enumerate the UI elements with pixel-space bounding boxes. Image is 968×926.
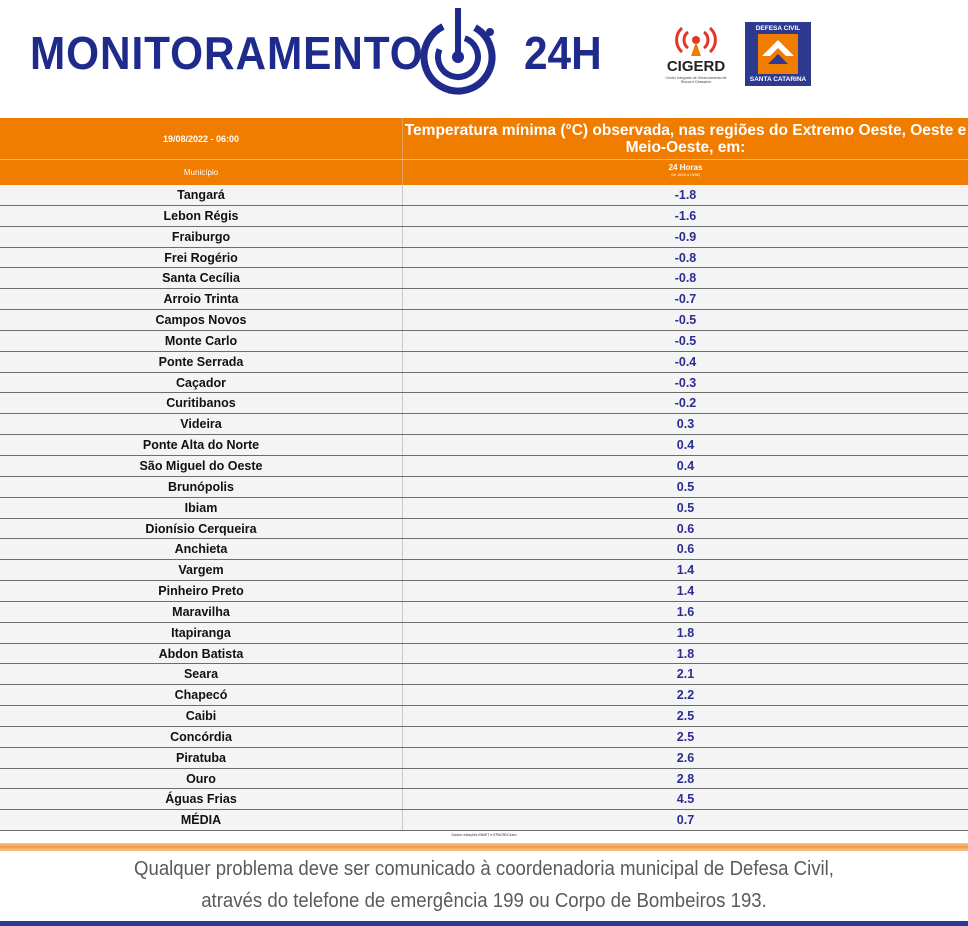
table-body	[0, 185, 968, 831]
table-row	[0, 748, 968, 769]
cell-municipio: Pinheiro Preto	[0, 581, 403, 601]
cell-temperature: 2.5	[676, 709, 695, 724]
column-header-period	[403, 160, 968, 185]
cell-temperature: 0.6	[676, 542, 695, 557]
table-row	[0, 456, 968, 477]
cell-temperature: -0.2	[674, 396, 697, 411]
cell-temperature: -1.6	[674, 208, 697, 223]
cell-temperature: -0.3	[674, 375, 697, 390]
defesa-civil-logo	[745, 22, 811, 86]
cell-municipio: Ponte Alta do Norte	[0, 435, 403, 455]
cell-municipio: Curitibanos	[0, 393, 403, 413]
brand-title: MONITORAMENTO	[30, 27, 424, 79]
cell-temperature: -1.8	[674, 188, 697, 202]
defesa-emblem-icon	[758, 34, 798, 74]
cigerd-subtitle: Centro Integrado de Gerenciamento de Riscos e Desastres	[665, 76, 727, 84]
footer-line-2: através do telefone de emergência 199 ou Corpo de Bombeiros 193.	[201, 890, 767, 912]
cell-municipio: Ibiam	[0, 498, 403, 518]
cell-municipio: Videira	[0, 414, 403, 434]
footer-notice	[0, 851, 968, 921]
brand-24h: 24H	[524, 27, 602, 79]
table-row	[0, 227, 968, 248]
table-title: Temperatura mínima (°C) observada, nas regiões do Extremo Oeste, Oeste e Meio-Oeste, em:	[404, 122, 967, 156]
table-row	[0, 623, 968, 644]
cell-temperature: -0.5	[674, 333, 697, 348]
table-row	[0, 393, 968, 414]
cell-temperature: 1.4	[676, 584, 695, 599]
table-row	[0, 644, 968, 665]
table-row	[0, 352, 968, 373]
table-column-header-row	[0, 159, 968, 185]
cell-temperature: 0.4	[676, 458, 695, 473]
cell-municipio: Chapecó	[0, 685, 403, 705]
footer-divider	[0, 843, 968, 851]
cell-municipio: Ponte Serrada	[0, 352, 403, 372]
table-row	[0, 206, 968, 227]
cell-temperature: 2.5	[676, 729, 695, 744]
table-source: Dados: estações INMET e EPAGRI/Ciram	[451, 833, 517, 838]
footer-line-1: Qualquer problema deve ser comunicado à coordenadoria municipal de Defesa Civil,	[134, 858, 834, 880]
cell-municipio: Seara	[0, 664, 403, 684]
cell-temperature: 1.8	[676, 646, 695, 661]
table-row	[0, 268, 968, 289]
table-row	[0, 185, 968, 206]
cell-municipio: Vargem	[0, 560, 403, 580]
cell-temperature: 2.2	[676, 688, 695, 703]
table-row	[0, 435, 968, 456]
cell-temperature: -0.8	[674, 250, 697, 265]
table-date: 19/08/2022 - 06:00	[0, 118, 403, 159]
signal-icon	[660, 22, 732, 58]
defesa-bottom-text: SANTA CATARINA	[749, 76, 807, 83]
table-row	[0, 539, 968, 560]
table-row	[0, 769, 968, 790]
table-row	[0, 789, 968, 810]
table-row	[0, 477, 968, 498]
cell-municipio: Concórdia	[0, 727, 403, 747]
cell-municipio: Piratuba	[0, 748, 403, 768]
radar-icon	[410, 2, 516, 102]
cell-municipio: Maravilha	[0, 602, 403, 622]
cell-municipio: MÉDIA	[0, 810, 403, 830]
table-row	[0, 810, 968, 831]
cell-temperature: 0.5	[676, 500, 695, 515]
table-row	[0, 727, 968, 748]
cell-municipio: São Miguel do Oeste	[0, 456, 403, 476]
cell-temperature: 1.8	[676, 625, 695, 640]
cell-municipio: Frei Rogério	[0, 248, 403, 268]
table-row	[0, 248, 968, 269]
cell-municipio: Santa Cecília	[0, 268, 403, 288]
table-row	[0, 664, 968, 685]
cell-municipio: Caibi	[0, 706, 403, 726]
cell-municipio: Caçador	[0, 373, 403, 393]
cell-temperature: -0.7	[674, 292, 697, 307]
cell-temperature: -0.5	[674, 313, 697, 328]
cell-municipio: Águas Frias	[0, 789, 403, 809]
cell-municipio: Ouro	[0, 769, 403, 789]
cell-municipio: Arroio Trinta	[0, 289, 403, 309]
table-row	[0, 373, 968, 394]
table-row	[0, 414, 968, 435]
cell-municipio: Monte Carlo	[0, 331, 403, 351]
table-row	[0, 581, 968, 602]
table-row	[0, 706, 968, 727]
table-title-row	[0, 118, 968, 159]
cell-municipio: Brunópolis	[0, 477, 403, 497]
cell-municipio: Tangará	[0, 185, 403, 205]
cell-temperature: 4.5	[676, 792, 695, 807]
temperature-table	[0, 118, 968, 840]
table-row	[0, 498, 968, 519]
table-row	[0, 331, 968, 352]
cell-municipio: Anchieta	[0, 539, 403, 559]
cell-temperature: 0.7	[676, 813, 695, 828]
cell-municipio: Lebon Régis	[0, 206, 403, 226]
cell-municipio: Dionísio Cerqueira	[0, 519, 403, 539]
bottom-bar	[0, 921, 968, 926]
cell-temperature: 0.5	[676, 479, 695, 494]
cell-temperature: -0.8	[674, 271, 697, 286]
cell-temperature: 2.6	[676, 750, 695, 765]
column-header-period-label: 24 Horas	[668, 163, 703, 172]
column-header-municipio: Município	[0, 160, 403, 185]
cell-temperature: 1.6	[676, 604, 695, 619]
header-banner	[0, 0, 968, 118]
cell-temperature: 2.8	[676, 771, 695, 786]
table-row	[0, 519, 968, 540]
cell-temperature: 0.6	[676, 521, 695, 536]
cell-temperature: -0.9	[674, 229, 697, 244]
column-header-period-sub: (de 18/08 a 19/08)	[671, 173, 700, 177]
table-row	[0, 560, 968, 581]
cell-temperature: 0.4	[676, 438, 695, 453]
cigerd-title: CIGERD	[666, 58, 726, 75]
cell-municipio: Itapiranga	[0, 623, 403, 643]
cell-municipio: Campos Novos	[0, 310, 403, 330]
table-row	[0, 685, 968, 706]
table-row	[0, 602, 968, 623]
defesa-top-text: DEFESA CIVIL	[755, 25, 801, 32]
table-row	[0, 289, 968, 310]
table-row	[0, 310, 968, 331]
cell-temperature: 1.4	[676, 563, 695, 578]
cigerd-logo	[660, 22, 732, 90]
cell-municipio: Fraiburgo	[0, 227, 403, 247]
cell-temperature: 0.3	[676, 417, 695, 432]
cell-temperature: -0.4	[674, 354, 697, 369]
cell-temperature: 2.1	[676, 667, 695, 682]
cell-municipio: Abdon Batista	[0, 644, 403, 664]
